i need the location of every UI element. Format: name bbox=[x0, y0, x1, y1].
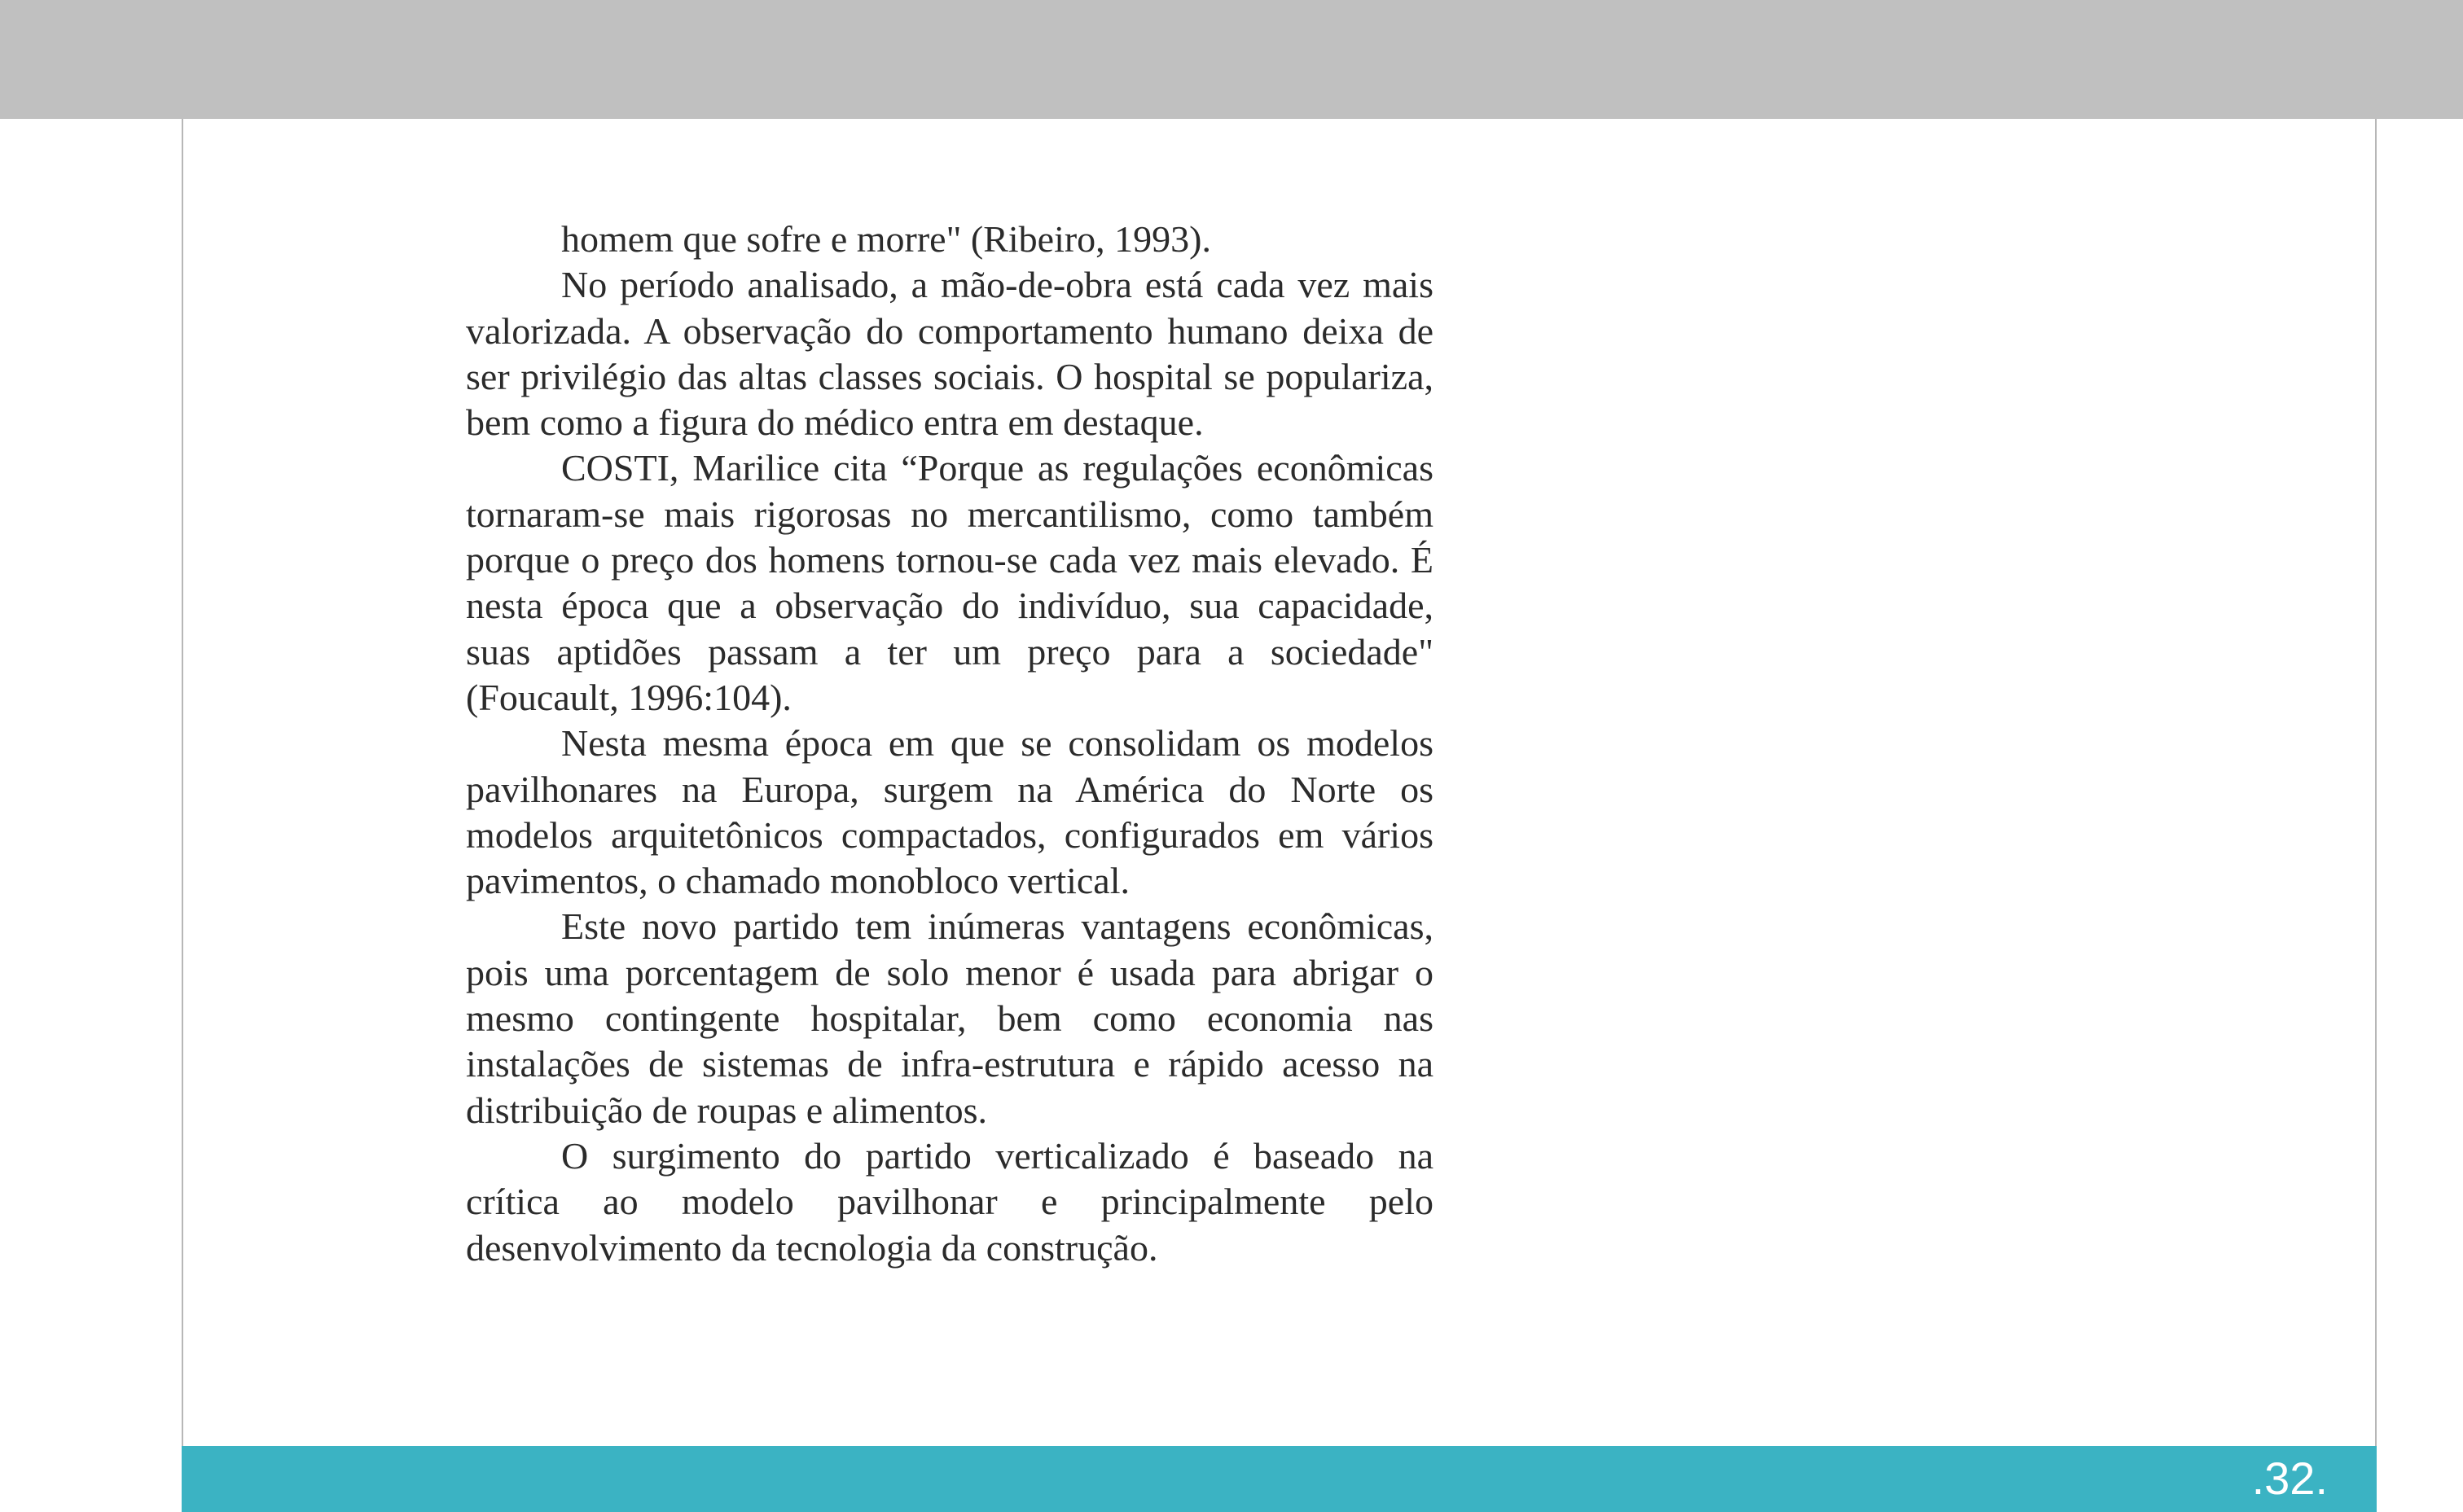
body-text bbox=[466, 217, 1433, 1271]
paragraph: Este novo partido tem inúmeras vantagens econômicas, pois uma porcentagem de solo menor é usada para abrigar o mesmo contingente hospitalar, bem como economia nas instalações de sistemas de infra-estrutura e rápido acesso na distribuição de roupas e alimentos. bbox=[466, 905, 1433, 1131]
top-band bbox=[0, 0, 2463, 119]
paragraph: No período analisado, a mão-de-obra está cada vez mais valorizada. A observação do comportamento humano deixa de ser privilégio das altas classes sociais. O hospital se populariza, bem como a figura do médico entra em destaque. bbox=[466, 264, 1433, 444]
paragraph: COSTI, Marilice cita “Porque as regulações econômicas tornaram-se mais rigorosas no mercantilismo, como também porque o preço dos homens tornou-se cada vez mais elevado. É nesta época que a observação do indivíduo, sua capacidade, suas aptidões passam a ter um preço para a sociedade" (Foucault, 1996:104). bbox=[466, 447, 1433, 718]
paragraph: O surgimento do partido verticalizado é baseado na crítica ao modelo pavilhonar e principalmente pelo desenvolvimento da tecnologia da construção. bbox=[466, 1134, 1433, 1269]
paragraph: homem que sofre e morre" (Ribeiro, 1993). bbox=[561, 218, 1211, 260]
paragraph: Nesta mesma época em que se consolidam os modelos pavilhonares na Europa, surgem na América do Norte os modelos arquitetônicos compactados, configurados em vários pavimentos, o chamado monobloco vertical. bbox=[466, 722, 1433, 902]
page-number: .32. bbox=[2251, 1453, 2328, 1504]
footer-bar bbox=[182, 1446, 2377, 1512]
